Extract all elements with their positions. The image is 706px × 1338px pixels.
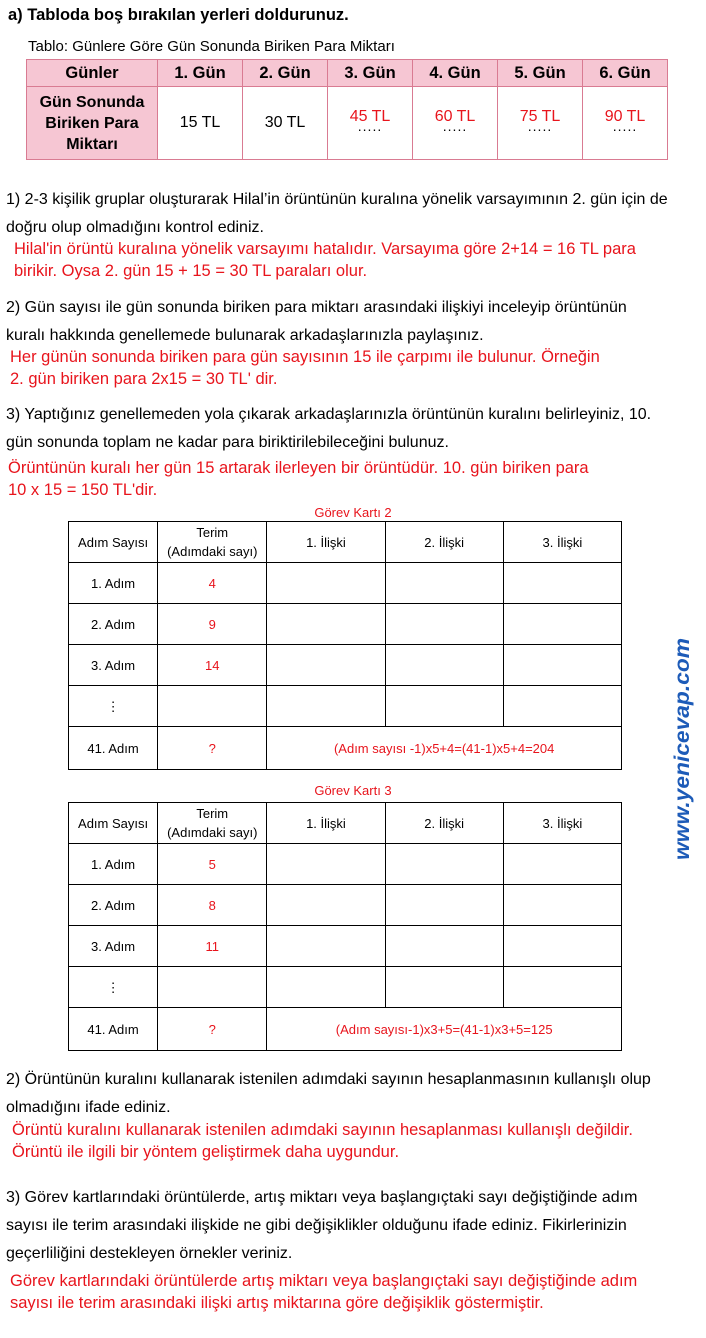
row-header-line: Miktarı [66,135,118,153]
term-value: 8 [158,885,267,926]
empty-cell [503,885,621,926]
term-value: 11 [158,926,267,967]
step-label: 1. Adım [69,844,158,885]
header-relation-2: 2. İlişki [385,522,503,563]
answer-4 [12,1119,633,1163]
empty-cell [158,967,267,1008]
task-card-3-table [68,802,622,1051]
header-relation-3: 3. İlişki [503,803,621,844]
answer-line: Örüntü ile ilgili bir yöntem geliştirmek daha uygundur. [12,1143,400,1161]
answer-3 [8,457,589,501]
question-line: sayısı ile terim arasındaki ilişkide ne gibi değişiklikler olduğunu ifade ediniz. Fikirlerinizin [6,1217,627,1234]
formula: (Adım sayısı -1)x5+4=(41-1)x5+4=204 [267,727,622,770]
question-3 [6,401,698,457]
question-1 [6,186,698,242]
header-step-count: Adım Sayısı [69,522,158,563]
empty-cell [267,686,385,727]
question-2 [6,294,698,350]
question-line: 2) Örüntünün kuralını kullanarak istenilen adımdaki sayının hesaplanmasının kullanışlı olup [6,1071,651,1088]
vertical-dots [69,686,158,727]
formula: (Adım sayısı-1)x3+5=(41-1)x3+5=125 [267,1008,622,1051]
question-line: 2) Gün sayısı ile gün sonunda biriken para miktarı arasındaki ilişkiyi inceleyip örüntünün [6,299,627,316]
question-line: 3) Görev kartlarındaki örüntülerde, artış miktarı veya başlangıçtaki sayı değiştiğinde adım [6,1189,638,1206]
question-line: geçerliliğini destekleyen örnekler veriniz. [6,1245,293,1262]
daily-money-table [26,59,668,160]
filled-answer: 75 TL ..... [520,108,561,126]
step-label: 1. Adım [69,563,158,604]
empty-cell [503,967,621,1008]
money-day-6 [583,87,668,160]
day-2: 2. Gün [243,60,328,87]
table-row [27,60,668,87]
empty-cell [267,885,385,926]
empty-cell [385,926,503,967]
money-day-3 [328,87,413,160]
row-header-days: Günler [27,60,158,87]
task-card-2-table [68,521,622,770]
vertical-dots [69,967,158,1008]
empty-cell [503,844,621,885]
empty-cell [503,926,621,967]
table-row [69,844,622,885]
part-a-heading: a) Tabloda boş bırakılan yerleri doldurunuz. [8,6,349,24]
term-value: ? [158,1008,267,1051]
card-3-title: Görev Kartı 3 [314,783,392,798]
answer-2 [10,346,600,390]
answer-line: sayısı ile terim arasındaki ilişki artış miktarına göre değişiklik göstermiştir. [10,1294,544,1312]
table-caption: Tablo: Günlere Göre Gün Sonunda Biriken Para Miktarı [28,38,395,55]
header-term-line: (Adımdaki sayı) [167,544,258,559]
answer-line: birikir. Oysa 2. gün 15 + 15 = 30 TL paraları olur. [14,262,368,280]
empty-cell [503,563,621,604]
empty-cell [267,645,385,686]
empty-cell [267,926,385,967]
filled-answer: 60 TL ..... [435,108,476,126]
header-term [158,522,267,563]
table-row [69,1008,622,1051]
answer-5 [10,1270,637,1314]
money-day-2: 30 TL [243,87,328,160]
step-label: 2. Adım [69,604,158,645]
step-label: 3. Adım [69,926,158,967]
day-6: 6. Gün [583,60,668,87]
answer-line: Örüntünün kuralı her gün 15 artarak ilerleyen bir örüntüdür. 10. gün biriken para [8,459,589,477]
empty-cell [385,844,503,885]
empty-cell [158,686,267,727]
day-3: 3. Gün [328,60,413,87]
header-term [158,803,267,844]
empty-cell [267,967,385,1008]
day-5: 5. Gün [498,60,583,87]
step-label: 2. Adım [69,885,158,926]
money-day-1: 15 TL [158,87,243,160]
money-day-5 [498,87,583,160]
question-line: olmadığını ifade ediniz. [6,1099,171,1116]
header-relation-3: 3. İlişki [503,522,621,563]
term-value: ? [158,727,267,770]
answer-line: Örüntü kuralını kullanarak istenilen adımdaki sayının hesaplanması kullanışlı değildir. [12,1121,633,1139]
vertical-dots-glyph: ⋮ [106,979,120,995]
answer-line: Görev kartlarındaki örüntülerde artış miktarı veya başlangıçtaki sayı değiştiğinde adım [10,1272,638,1290]
row-header-line: Gün Sonunda [39,93,145,111]
vertical-dots-glyph: ⋮ [106,698,120,714]
row-header-line: Biriken Para [45,114,139,132]
header-step-count: Adım Sayısı [69,803,158,844]
header-relation-1: 1. İlişki [267,522,385,563]
table-row [69,803,622,844]
table-row [69,686,622,727]
filled-answer: 45 TL ..... [350,108,391,126]
table-row [27,87,668,160]
money-day-4 [413,87,498,160]
table-row [69,645,622,686]
table-row [69,967,622,1008]
step-label: 41. Adım [69,1008,158,1051]
empty-cell [385,604,503,645]
question-line: doğru olup olmadığını kontrol ediniz. [6,219,264,236]
empty-cell [385,563,503,604]
day-4: 4. Gün [413,60,498,87]
empty-cell [385,686,503,727]
watermark-text: www.yenicevap.com [671,655,694,860]
empty-cell [503,686,621,727]
question-line: gün sonunda toplam ne kadar para biriktirilebileceğini bulunuz. [6,434,449,451]
header-term-line: Terim [196,525,229,540]
empty-cell [385,885,503,926]
term-value: 4 [158,563,267,604]
answer-line: Hilal'in örüntü kuralına yönelik varsayımı hatalıdır. Varsayıma göre 2+14 = 16 TL para [14,240,636,258]
answer-line: Her günün sonunda biriken para gün sayısının 15 ile çarpımı ile bulunur. Örneğin [10,348,600,366]
empty-cell [267,844,385,885]
table-row [69,563,622,604]
answer-line: 10 x 15 = 150 TL'dir. [8,481,158,499]
answer-line: 2. gün biriken para 2x15 = 30 TL' dir. [10,370,278,388]
table-row [69,727,622,770]
question-line: kuralı hakkında genellemede bulunarak arkadaşlarınızla paylaşınız. [6,327,484,344]
empty-cell [503,604,621,645]
table-row [69,604,622,645]
step-label: 41. Adım [69,727,158,770]
header-relation-2: 2. İlişki [385,803,503,844]
question-line: 3) Yaptığınız genellemeden yola çıkarak arkadaşlarınızla örüntünün kuralını belirleyiniz, 10. [6,406,652,423]
header-relation-1: 1. İlişki [267,803,385,844]
empty-cell [385,967,503,1008]
term-value: 9 [158,604,267,645]
empty-cell [503,645,621,686]
term-value: 5 [158,844,267,885]
watermark-logo [662,636,702,862]
question-4 [6,1066,698,1122]
day-1: 1. Gün [158,60,243,87]
table-row [69,885,622,926]
empty-cell [385,645,503,686]
header-term-line: (Adımdaki sayı) [167,825,258,840]
table-row [69,522,622,563]
term-value: 14 [158,645,267,686]
filled-answer: 90 TL ..... [605,108,646,126]
question-5 [6,1184,698,1268]
table-row [69,926,622,967]
header-term-line: Terim [196,806,229,821]
step-label: 3. Adım [69,645,158,686]
card-2-title: Görev Kartı 2 [314,505,392,520]
question-line: 1) 2-3 kişilik gruplar oluşturarak Hilal’in örüntünün kuralına yönelik varsayımının 2. gün için de [6,191,668,208]
empty-cell [267,563,385,604]
answer-1 [14,238,636,282]
empty-cell [267,604,385,645]
row-header-money [27,87,158,160]
